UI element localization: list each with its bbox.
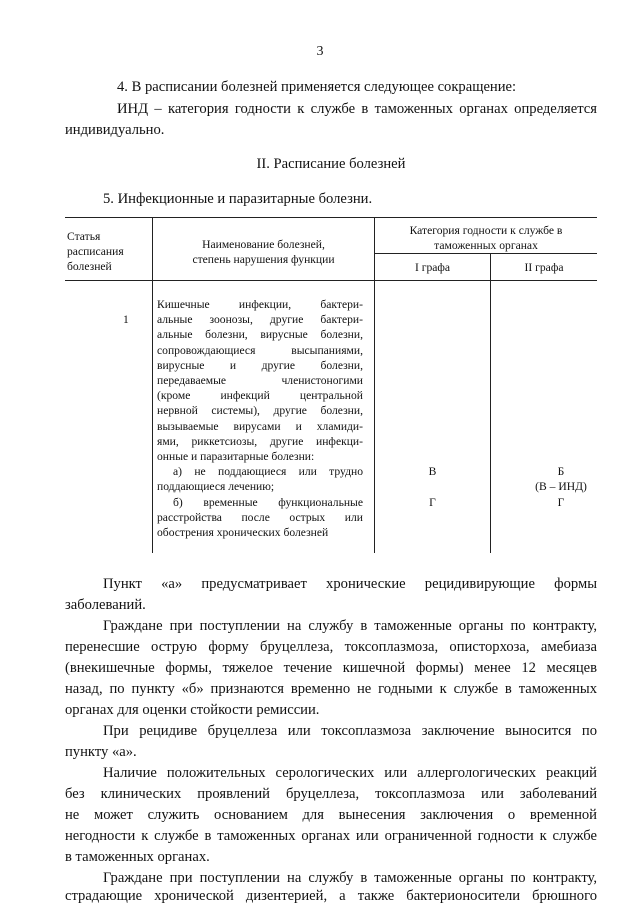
header-col2: II графа — [524, 261, 564, 274]
header-article: Статья расписания болезней — [67, 230, 124, 274]
paragraph-4-line-5: в таможенных органах. — [65, 849, 210, 865]
item-a-col1: В — [428, 465, 437, 478]
item-a-col2: Б — [557, 465, 565, 478]
header-disease-name: Наименование болезней, степень нарушения функции — [192, 238, 335, 267]
paragraph-5-line-2: страдающие хронической дизентерией, а также бактерионосители брюшного — [65, 888, 597, 904]
page-number: 3 — [316, 44, 324, 59]
table-top-border — [65, 217, 597, 218]
header-category: Категория годности к службе в таможенных органах — [409, 224, 563, 253]
section4-line1: 4. В расписании болезней применяется следующее сокращение: — [117, 79, 517, 95]
paragraph-2-line-5: органах для оценки стойкости ремиссии. — [65, 702, 320, 718]
item-a: а) не поддающиеся или трудно поддающиеся лечению; — [157, 465, 363, 494]
item-b-col2: Г — [557, 496, 565, 509]
paragraph-3-line-2: пункту «а». — [65, 744, 137, 760]
paragraph-4-line-4: негодности к службе в таможенных органах или ограниченной годности к службе — [65, 828, 597, 844]
paragraph-1-line-1: Пункт «а» предусматривает хронические рецидивирующие формы — [103, 576, 597, 592]
item-b-col1: Г — [429, 496, 436, 509]
paragraph-2-line-4: назад, по пункту «б» признаются временно не годными к службе в таможенных — [65, 681, 597, 697]
paragraph-2-line-2: перенесшие острую форму бруцеллеза, токсоплазмоза, описторхоза, амебиаза — [65, 639, 597, 655]
header-col1: I графа — [414, 261, 451, 274]
subsection-title: 5. Инфекционные и паразитарные болезни. — [103, 191, 373, 207]
paragraph-4-line-3: не может служить основанием для вынесения заключения о временной — [65, 807, 597, 823]
item-a-col2-note: (В – ИНД) — [535, 480, 587, 493]
section-title: II. Расписание болезней — [256, 156, 406, 172]
paragraph-5-line-1: Граждане при поступлении на службу в таможенные органы по контракту, — [103, 870, 597, 886]
section4-line3: индивидуально. — [65, 122, 165, 138]
paragraph-3-line-1: При рецидиве бруцеллеза или токсоплазмоза заключение выносится по — [103, 723, 597, 739]
item-b: б) временные функциональные расстройства после острых или обострения хронических болезней — [157, 496, 363, 540]
paragraph-2-line-3: (внекишечные формы, тяжелое течение кишечной формы) менее 12 месяцев — [65, 660, 597, 676]
paragraph-2-line-1: Граждане при поступлении на службу в таможенные органы по контракту, — [103, 618, 597, 634]
section4-line2: ИНД – категория годности к службе в таможенных органах определяется — [117, 101, 597, 117]
row-article-number: 1 — [123, 313, 129, 326]
paragraph-4-line-1: Наличие положительных серологических или аллергологических реакций — [103, 765, 597, 781]
table-header-bottom-border — [65, 280, 597, 281]
paragraph-4-line-2: без клинических проявлений бруцеллеза, токсоплазмоза или заболеваний — [65, 786, 597, 802]
disease-description: Кишечные инфекции, бактери- альные зоонозы, другие бактери- альные болезни, вирусные болезни, сопровождающиеся высыпаниями, вирусные и другие болезни, передаваемые членистоногими (кроме инфекций центральной нервной системы), другие болезни, вызываемые вирусами и хламиди- ями, риккетсиозы, другие инфекци- онные и паразитарные болезни: — [157, 298, 363, 464]
paragraph-1-line-2: заболеваний. — [65, 597, 146, 613]
